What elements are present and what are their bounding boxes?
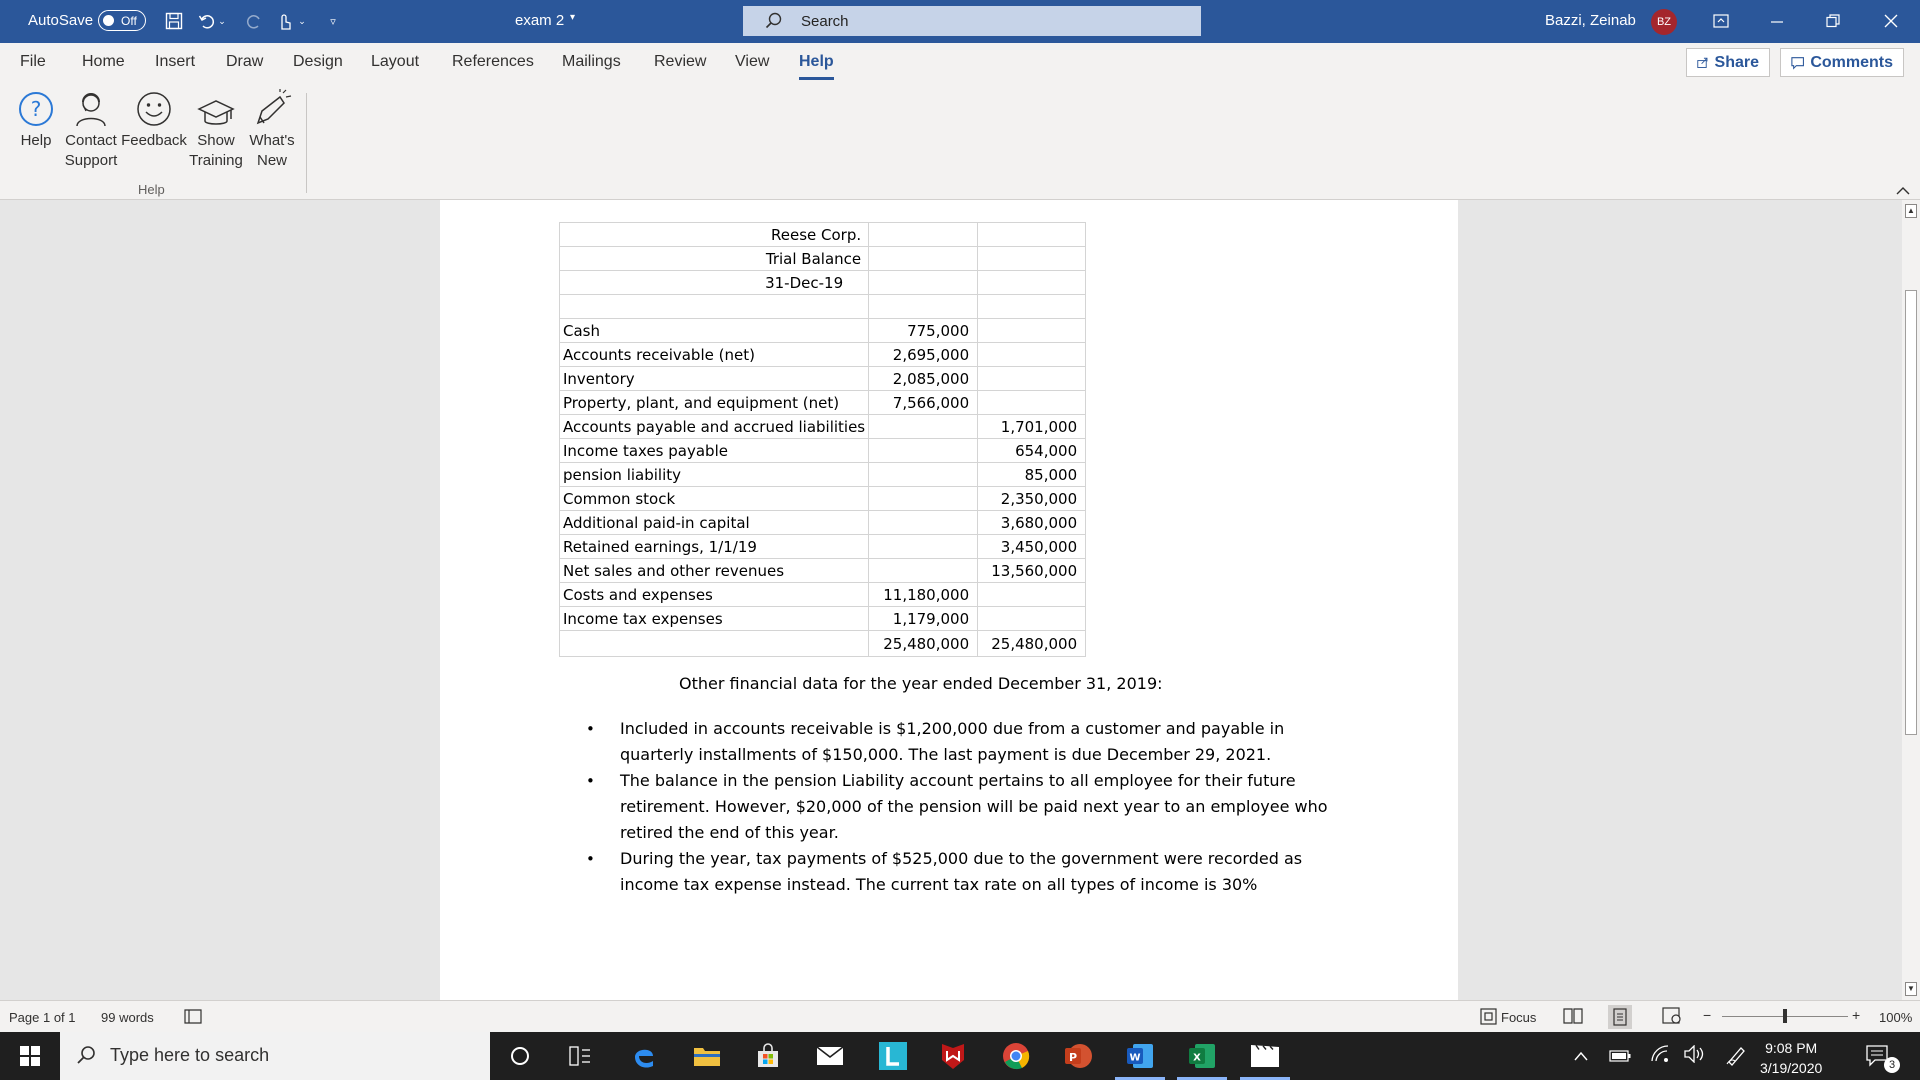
redo-icon[interactable] [243,10,265,32]
zoom-slider-thumb[interactable] [1783,1009,1787,1023]
empty-cell [978,223,1086,247]
taskbar-search-placeholder: Type here to search [110,1045,270,1065]
tray-overflow-icon[interactable] [1574,1048,1588,1066]
share-button[interactable] [1686,48,1770,77]
debit-value: 2,085,000 [869,367,978,391]
word-count[interactable]: 99 words [101,1010,154,1025]
search-icon [765,12,782,33]
credit-value [978,343,1086,367]
zoom-out-icon[interactable]: − [1703,1007,1712,1023]
total-credit: 25,480,000 [978,631,1086,657]
tab-home[interactable]: Home [82,53,125,70]
document-area [0,200,1902,1000]
file-explorer-icon[interactable] [690,1040,724,1072]
smiley-icon [121,85,187,131]
focus-icon[interactable] [1480,1008,1497,1028]
account-name: Net sales and other revenues [560,559,869,583]
clock-date: 3/19/2020 [1760,1060,1823,1076]
chrome-icon[interactable] [999,1040,1033,1072]
tab-draw[interactable]: Draw [226,53,264,70]
debit-value: 11,180,000 [869,583,978,607]
ribbon-display-options-icon[interactable] [1706,8,1736,34]
table-row [560,319,1086,343]
autosave-label: AutoSave [28,12,94,29]
debit-value: 775,000 [869,319,978,343]
credit-value [978,367,1086,391]
account-name: Accounts payable and accrued liabilities [560,415,869,439]
learning-app-icon[interactable] [876,1040,910,1072]
title-chevron-icon[interactable]: ▾ [570,12,576,23]
tab-insert[interactable]: Insert [155,53,196,70]
account-name: Inventory [560,367,869,391]
account-name: Common stock [560,487,869,511]
financial-notes-list [586,716,1346,898]
debit-value [869,559,978,583]
debit-value: 7,566,000 [869,391,978,415]
credit-value: 13,560,000 [978,559,1086,583]
print-layout-icon[interactable] [1608,1005,1632,1029]
title-bar [0,0,1920,43]
tab-view[interactable]: View [735,53,770,70]
mcafee-icon[interactable] [936,1040,970,1072]
svg-text:X: X [1193,1052,1201,1064]
feedback-button[interactable] [121,85,187,151]
undo-dropdown-icon[interactable]: ⌄ [218,15,226,26]
debit-value [869,439,978,463]
taskbar-search-input[interactable] [60,1032,490,1080]
edge-browser-icon[interactable] [627,1040,661,1072]
credit-value: 1,701,000 [978,415,1086,439]
account-name: Income taxes payable [560,439,869,463]
table-row [560,367,1086,391]
comments-button[interactable] [1780,48,1904,77]
new-label: New [256,152,287,169]
table-row [560,487,1086,511]
help-label: Help [20,132,52,149]
mail-icon[interactable] [813,1040,847,1072]
credit-value [978,583,1086,607]
battery-icon[interactable] [1609,1049,1631,1067]
whats-new-button[interactable] [247,85,297,171]
table-row [560,271,1086,295]
table-row [560,463,1086,487]
clock-time: 9:08 PM [1765,1040,1818,1056]
debit-value [869,487,978,511]
comments-label: Comments [1810,53,1893,71]
svg-text:?: ? [30,97,42,121]
whats-label: What's [249,132,295,149]
task-view-icon[interactable] [563,1040,597,1072]
vertical-scrollbar[interactable] [1902,200,1920,1000]
credit-value: 85,000 [978,463,1086,487]
debit-value [869,511,978,535]
tab-references[interactable]: References [452,53,534,70]
contact-label: Contact [65,132,117,149]
share-label: Share [1714,53,1759,71]
touch-mode-icon[interactable] [274,10,296,32]
account-name: Income tax expenses [560,607,869,631]
system-clock[interactable] [1760,1038,1822,1078]
powerpoint-icon[interactable] [1061,1040,1095,1072]
toggle-knob [103,15,114,26]
tab-layout[interactable]: Layout [371,53,420,70]
scroll-up-icon[interactable]: ▲ [1905,204,1917,218]
megaphone-icon [247,85,297,131]
read-mode-icon[interactable] [1563,1007,1583,1028]
list-item: • The balance in the pension Liability account pertains to all employee for their future retirement. However, $20,000 of the pension will be paid next year to an employee who retired the end of this year. [586,768,1346,846]
search-icon [76,1045,96,1070]
pen-workspace-icon[interactable] [1725,1044,1747,1071]
collapse-ribbon-icon[interactable] [1896,183,1910,198]
autosave-state: Off [121,14,137,28]
ribbon-help-group [0,85,1920,200]
credit-value: 654,000 [978,439,1086,463]
touch-dropdown-icon[interactable]: ⌄ [298,15,306,26]
account-name: Cash [560,319,869,343]
table-row [560,415,1086,439]
zoom-in-icon[interactable]: + [1852,1007,1861,1023]
tab-file[interactable]: File [20,53,46,70]
empty-cell [869,295,978,319]
empty-cell [978,247,1086,271]
word-icon[interactable] [1123,1040,1157,1072]
search-box[interactable] [743,6,1201,36]
account-name: pension liability [560,463,869,487]
focus-label[interactable]: Focus [1501,1010,1537,1025]
contact-support-button[interactable] [62,85,120,171]
empty-cell [560,295,869,319]
windows-start-icon[interactable] [0,1032,60,1080]
restore-icon[interactable] [1818,8,1848,34]
table-row [560,511,1086,535]
debit-value [869,463,978,487]
proofing-icon[interactable] [184,1009,202,1027]
debit-value: 1,179,000 [869,607,978,631]
table-row [560,535,1086,559]
empty-cell [869,223,978,247]
table-row [560,391,1086,415]
help-button[interactable] [16,85,56,151]
cortana-icon[interactable] [503,1040,537,1072]
feedback-label: Feedback [121,132,187,149]
account-name: Accounts receivable (net) [560,343,869,367]
zoom-level[interactable]: 100% [1879,1010,1913,1025]
notification-badge: 3 [1884,1057,1900,1073]
table-row [560,295,1086,319]
document-title[interactable]: exam 2 [515,12,565,29]
customize-qat-icon[interactable]: ▿ [330,15,336,28]
table-row [560,247,1086,271]
account-name: Retained earnings, 1/1/19 [560,535,869,559]
table-row [560,439,1086,463]
trial-balance-table [559,222,1086,657]
taskbar [0,1032,1920,1080]
svg-text:P: P [1068,1051,1078,1064]
table-row [560,583,1086,607]
save-icon[interactable] [163,10,185,32]
zoom-slider[interactable] [1722,1016,1848,1017]
group-label: Help [138,182,165,197]
credit-value [978,607,1086,631]
debit-value [869,535,978,559]
search-label: Search [801,13,849,30]
web-layout-icon[interactable] [1662,1007,1682,1028]
empty-cell [978,271,1086,295]
scroll-down-icon[interactable]: ▼ [1905,982,1917,996]
total-debit: 25,480,000 [869,631,978,657]
scroll-thumb[interactable] [1905,290,1917,735]
credit-value: 3,450,000 [978,535,1086,559]
group-separator [306,93,307,193]
other-data-heading: Other financial data for the year ended December 31, 2019: [679,674,1163,693]
close-icon[interactable] [1876,8,1906,34]
credit-value: 2,350,000 [978,487,1086,511]
ribbon-tabs [0,43,1920,85]
tab-review[interactable]: Review [654,53,707,70]
list-item: • Included in accounts receivable is $1,200,000 due from a customer and payable in quarterly installments of $150,000. The last payment is due December 29, 2021. [586,716,1346,768]
autosave-toggle[interactable] [98,10,146,31]
show-training-button[interactable] [188,85,244,171]
tab-mailings[interactable]: Mailings [562,53,621,70]
comment-icon [1791,56,1804,70]
document-page[interactable] [440,200,1458,1000]
share-icon [1697,55,1709,70]
wifi-icon[interactable] [1650,1045,1670,1068]
empty-cell [560,631,869,657]
credit-value [978,319,1086,343]
table-row [560,607,1086,631]
video-editor-icon[interactable] [1248,1040,1282,1072]
credit-value: 3,680,000 [978,511,1086,535]
volume-icon[interactable] [1684,1045,1706,1068]
status-bar [0,1000,1920,1032]
account-name: Costs and expenses [560,583,869,607]
account-name: Property, plant, and equipment (net) [560,391,869,415]
help-icon [16,85,56,131]
excel-icon[interactable] [1185,1040,1219,1072]
svg-text:W: W [1129,1052,1141,1064]
empty-cell [869,247,978,271]
table-row [560,559,1086,583]
avatar[interactable]: BZ [1651,9,1677,35]
totals-row [560,631,1086,657]
statement-date: 31-Dec-19 [560,271,869,295]
list-item: • During the year, tax payments of $525,000 due to the government were recorded as income tax expense instead. The current tax rate on all types of income is 30% [586,846,1346,898]
table-row [560,223,1086,247]
tab-design[interactable]: Design [293,53,343,70]
show-label: Show [197,132,235,149]
graduation-cap-icon [188,85,244,131]
debit-value: 2,695,000 [869,343,978,367]
undo-icon[interactable] [196,10,218,32]
company-name: Reese Corp. [560,223,869,247]
user-name[interactable]: Bazzi, Zeinab [1545,12,1636,29]
table-row [560,343,1086,367]
debit-value [869,415,978,439]
minimize-icon[interactable] [1762,8,1792,34]
statement-title: Trial Balance [560,247,869,271]
training-label: Training [189,152,243,169]
store-icon[interactable] [751,1040,785,1072]
empty-cell [869,271,978,295]
credit-value [978,391,1086,415]
empty-cell [978,295,1086,319]
headset-person-icon [62,85,120,131]
tab-help[interactable]: Help [799,53,834,70]
page-count[interactable]: Page 1 of 1 [9,1010,76,1025]
support-label: Support [64,152,118,169]
account-name: Additional paid-in capital [560,511,869,535]
